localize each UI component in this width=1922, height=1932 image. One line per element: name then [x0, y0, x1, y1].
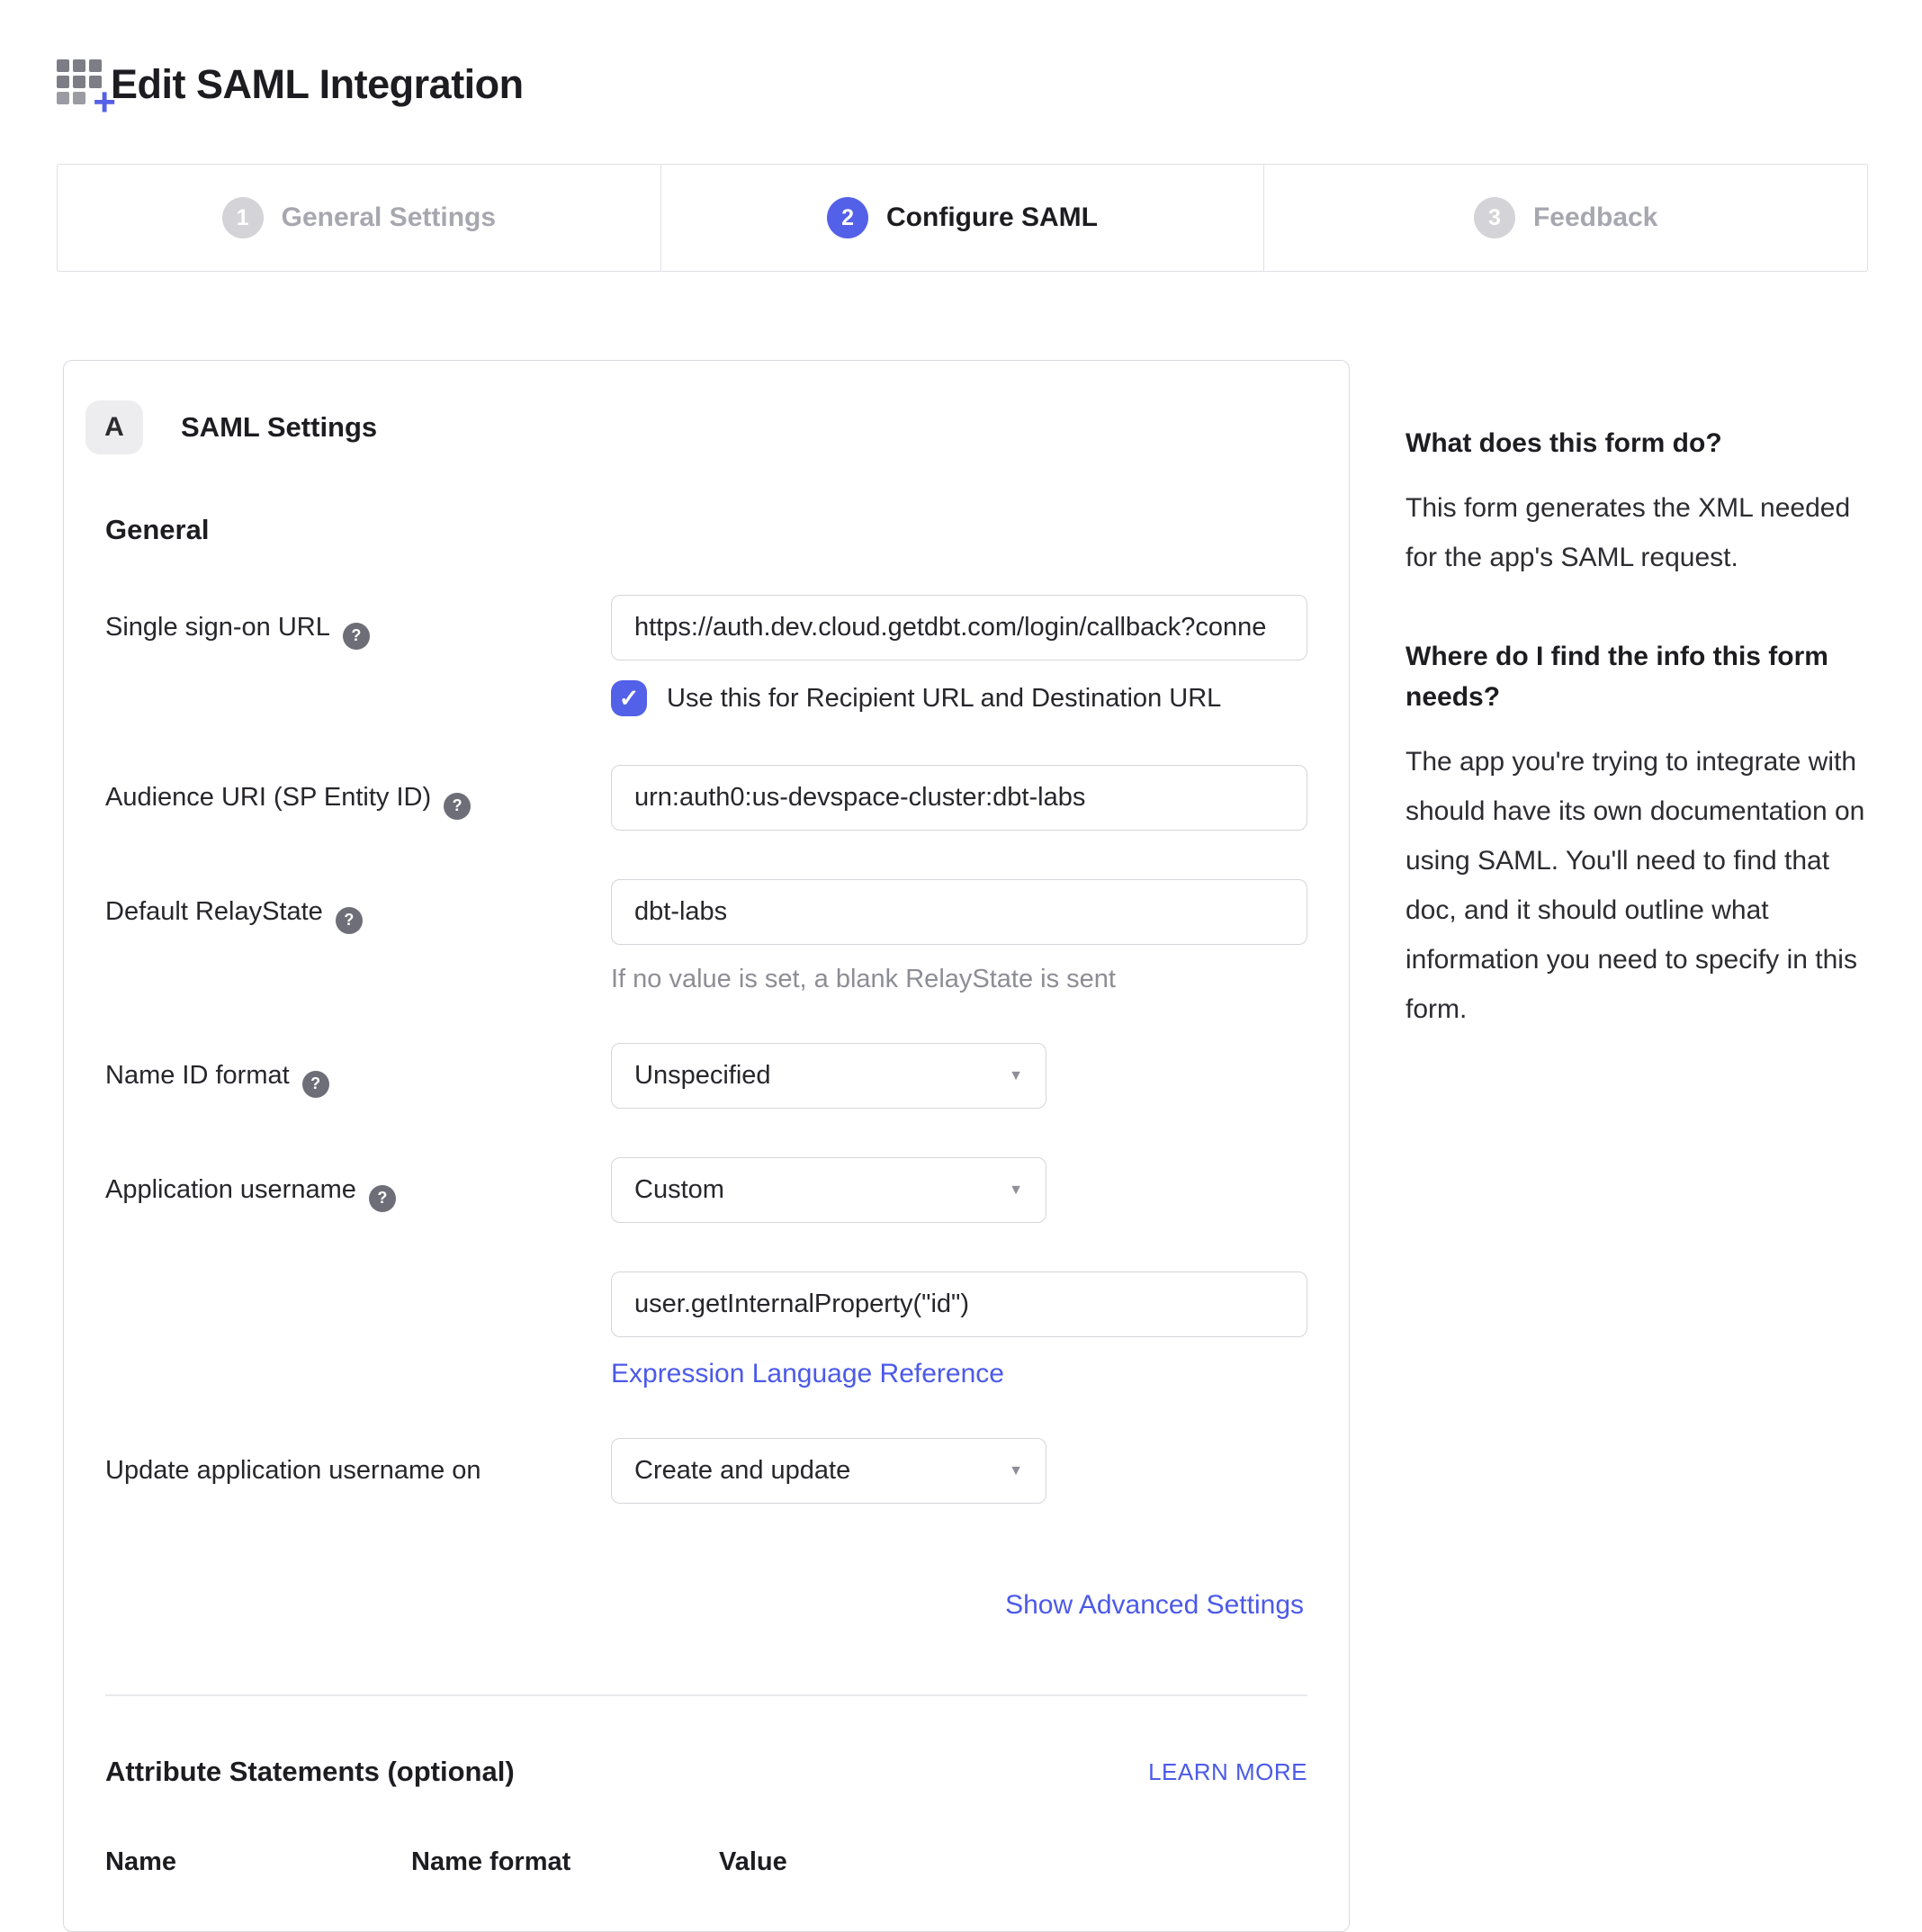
relay-state-input[interactable] [611, 879, 1307, 945]
sso-url-label [105, 595, 611, 716]
advanced-settings-row [105, 1590, 1307, 1621]
update-username-select[interactable] [611, 1438, 1046, 1504]
sidebar-heading-2: Where do I find the info this form needs? [1406, 642, 1828, 713]
step-3-label: Feedback [1532, 202, 1658, 233]
name-id-format-selected-value: Unspecified [634, 1061, 771, 1091]
general-heading: General [105, 514, 210, 546]
section-header [85, 400, 1307, 454]
app-username-select[interactable] [611, 1157, 1046, 1223]
step-2-number-badge: 2 [827, 197, 868, 238]
step-feedback[interactable] [1263, 165, 1867, 271]
wizard-stepper [57, 164, 1868, 272]
app-username-selected-value: Custom [634, 1175, 724, 1205]
app-username-help-icon[interactable]: ? [369, 1185, 396, 1212]
app-username-label-text: Application username [105, 1175, 356, 1205]
step-general-settings[interactable] [58, 165, 660, 271]
name-id-format-row [105, 1043, 1307, 1109]
relay-state-row [105, 879, 1307, 994]
step-1-label: General Settings [281, 202, 497, 233]
update-username-row [105, 1438, 1307, 1504]
sidebar-paragraph-2: The app you're trying to integrate with should have its own documentation on using SAML. You'll need to find that doc, and it should outline what information you need to specify in this form. [1406, 747, 1865, 1025]
chevron-down-icon: ▼ [1009, 1067, 1023, 1083]
sso-url-input[interactable] [611, 595, 1307, 660]
section-title: SAML Settings [181, 411, 378, 444]
help-sidebar [1406, 360, 1875, 1088]
step-2-label: Configure SAML [886, 202, 1098, 233]
content-area [63, 360, 1868, 1932]
page-header [0, 0, 1922, 135]
custom-expression-row [105, 1272, 1307, 1389]
show-advanced-settings-link[interactable]: Show Advanced Settings [1005, 1590, 1304, 1621]
sso-url-row [105, 595, 1307, 716]
attribute-statements-column-headers [105, 1847, 1307, 1877]
recipient-url-checkbox-label: Use this for Recipient URL and Destination URL [667, 683, 1222, 713]
attr-col-name: Name [105, 1847, 176, 1877]
relay-state-label [105, 879, 611, 994]
step-configure-saml[interactable] [660, 165, 1264, 271]
relay-state-label-text: Default RelayState [105, 897, 323, 927]
attr-col-value: Value [719, 1847, 787, 1877]
audience-uri-label-text: Audience URI (SP Entity ID) [105, 783, 432, 813]
sidebar-paragraph-1: This form generates the XML needed for the app's SAML request. [1406, 493, 1851, 573]
name-id-format-help-icon[interactable]: ? [302, 1071, 329, 1098]
app-username-label [105, 1157, 611, 1223]
audience-uri-help-icon[interactable]: ? [444, 793, 471, 820]
attr-col-name-format: Name format [411, 1847, 571, 1877]
custom-expression-input[interactable] [611, 1272, 1307, 1337]
update-username-label [105, 1438, 611, 1504]
expression-language-reference-link[interactable]: Expression Language Reference [611, 1359, 1004, 1389]
audience-uri-label [105, 765, 611, 831]
attribute-statements-title: Attribute Statements (optional) [105, 1756, 515, 1788]
step-3-number-badge: 3 [1474, 197, 1515, 238]
name-id-format-label-text: Name ID format [105, 1061, 290, 1091]
app-grid-plus-icon [57, 59, 116, 125]
saml-settings-card [63, 360, 1350, 1932]
update-username-label-text: Update application username on [105, 1456, 481, 1486]
custom-expression-spacer [105, 1272, 611, 1389]
audience-uri-input[interactable] [611, 765, 1307, 831]
chevron-down-icon: ▼ [1009, 1182, 1023, 1198]
learn-more-link[interactable]: LEARN MORE [1148, 1757, 1307, 1785]
check-icon: ✓ [618, 684, 640, 712]
plus-icon: + [93, 80, 116, 125]
recipient-url-checkbox[interactable] [611, 680, 647, 716]
update-username-selected-value: Create and update [634, 1456, 851, 1486]
audience-uri-row [105, 765, 1307, 831]
section-a-badge: A [85, 400, 143, 454]
attribute-statements-header [105, 1756, 1307, 1788]
sso-url-help-icon[interactable]: ? [343, 623, 370, 650]
chevron-down-icon: ▼ [1009, 1462, 1023, 1478]
step-1-number-badge: 1 [222, 197, 264, 238]
sidebar-heading-1: What does this form do? [1406, 428, 1722, 459]
name-id-format-select[interactable] [611, 1043, 1046, 1109]
section-divider [105, 1694, 1307, 1696]
relay-state-help-icon[interactable]: ? [336, 907, 363, 934]
page-title: Edit SAML Integration [111, 61, 524, 108]
name-id-format-label [105, 1043, 611, 1109]
app-username-row [105, 1157, 1307, 1223]
sso-url-label-text: Single sign-on URL [105, 613, 330, 643]
recipient-url-checkbox-row[interactable] [611, 680, 1307, 716]
relay-state-hint: If no value is set, a blank RelayState is sent [611, 965, 1116, 994]
